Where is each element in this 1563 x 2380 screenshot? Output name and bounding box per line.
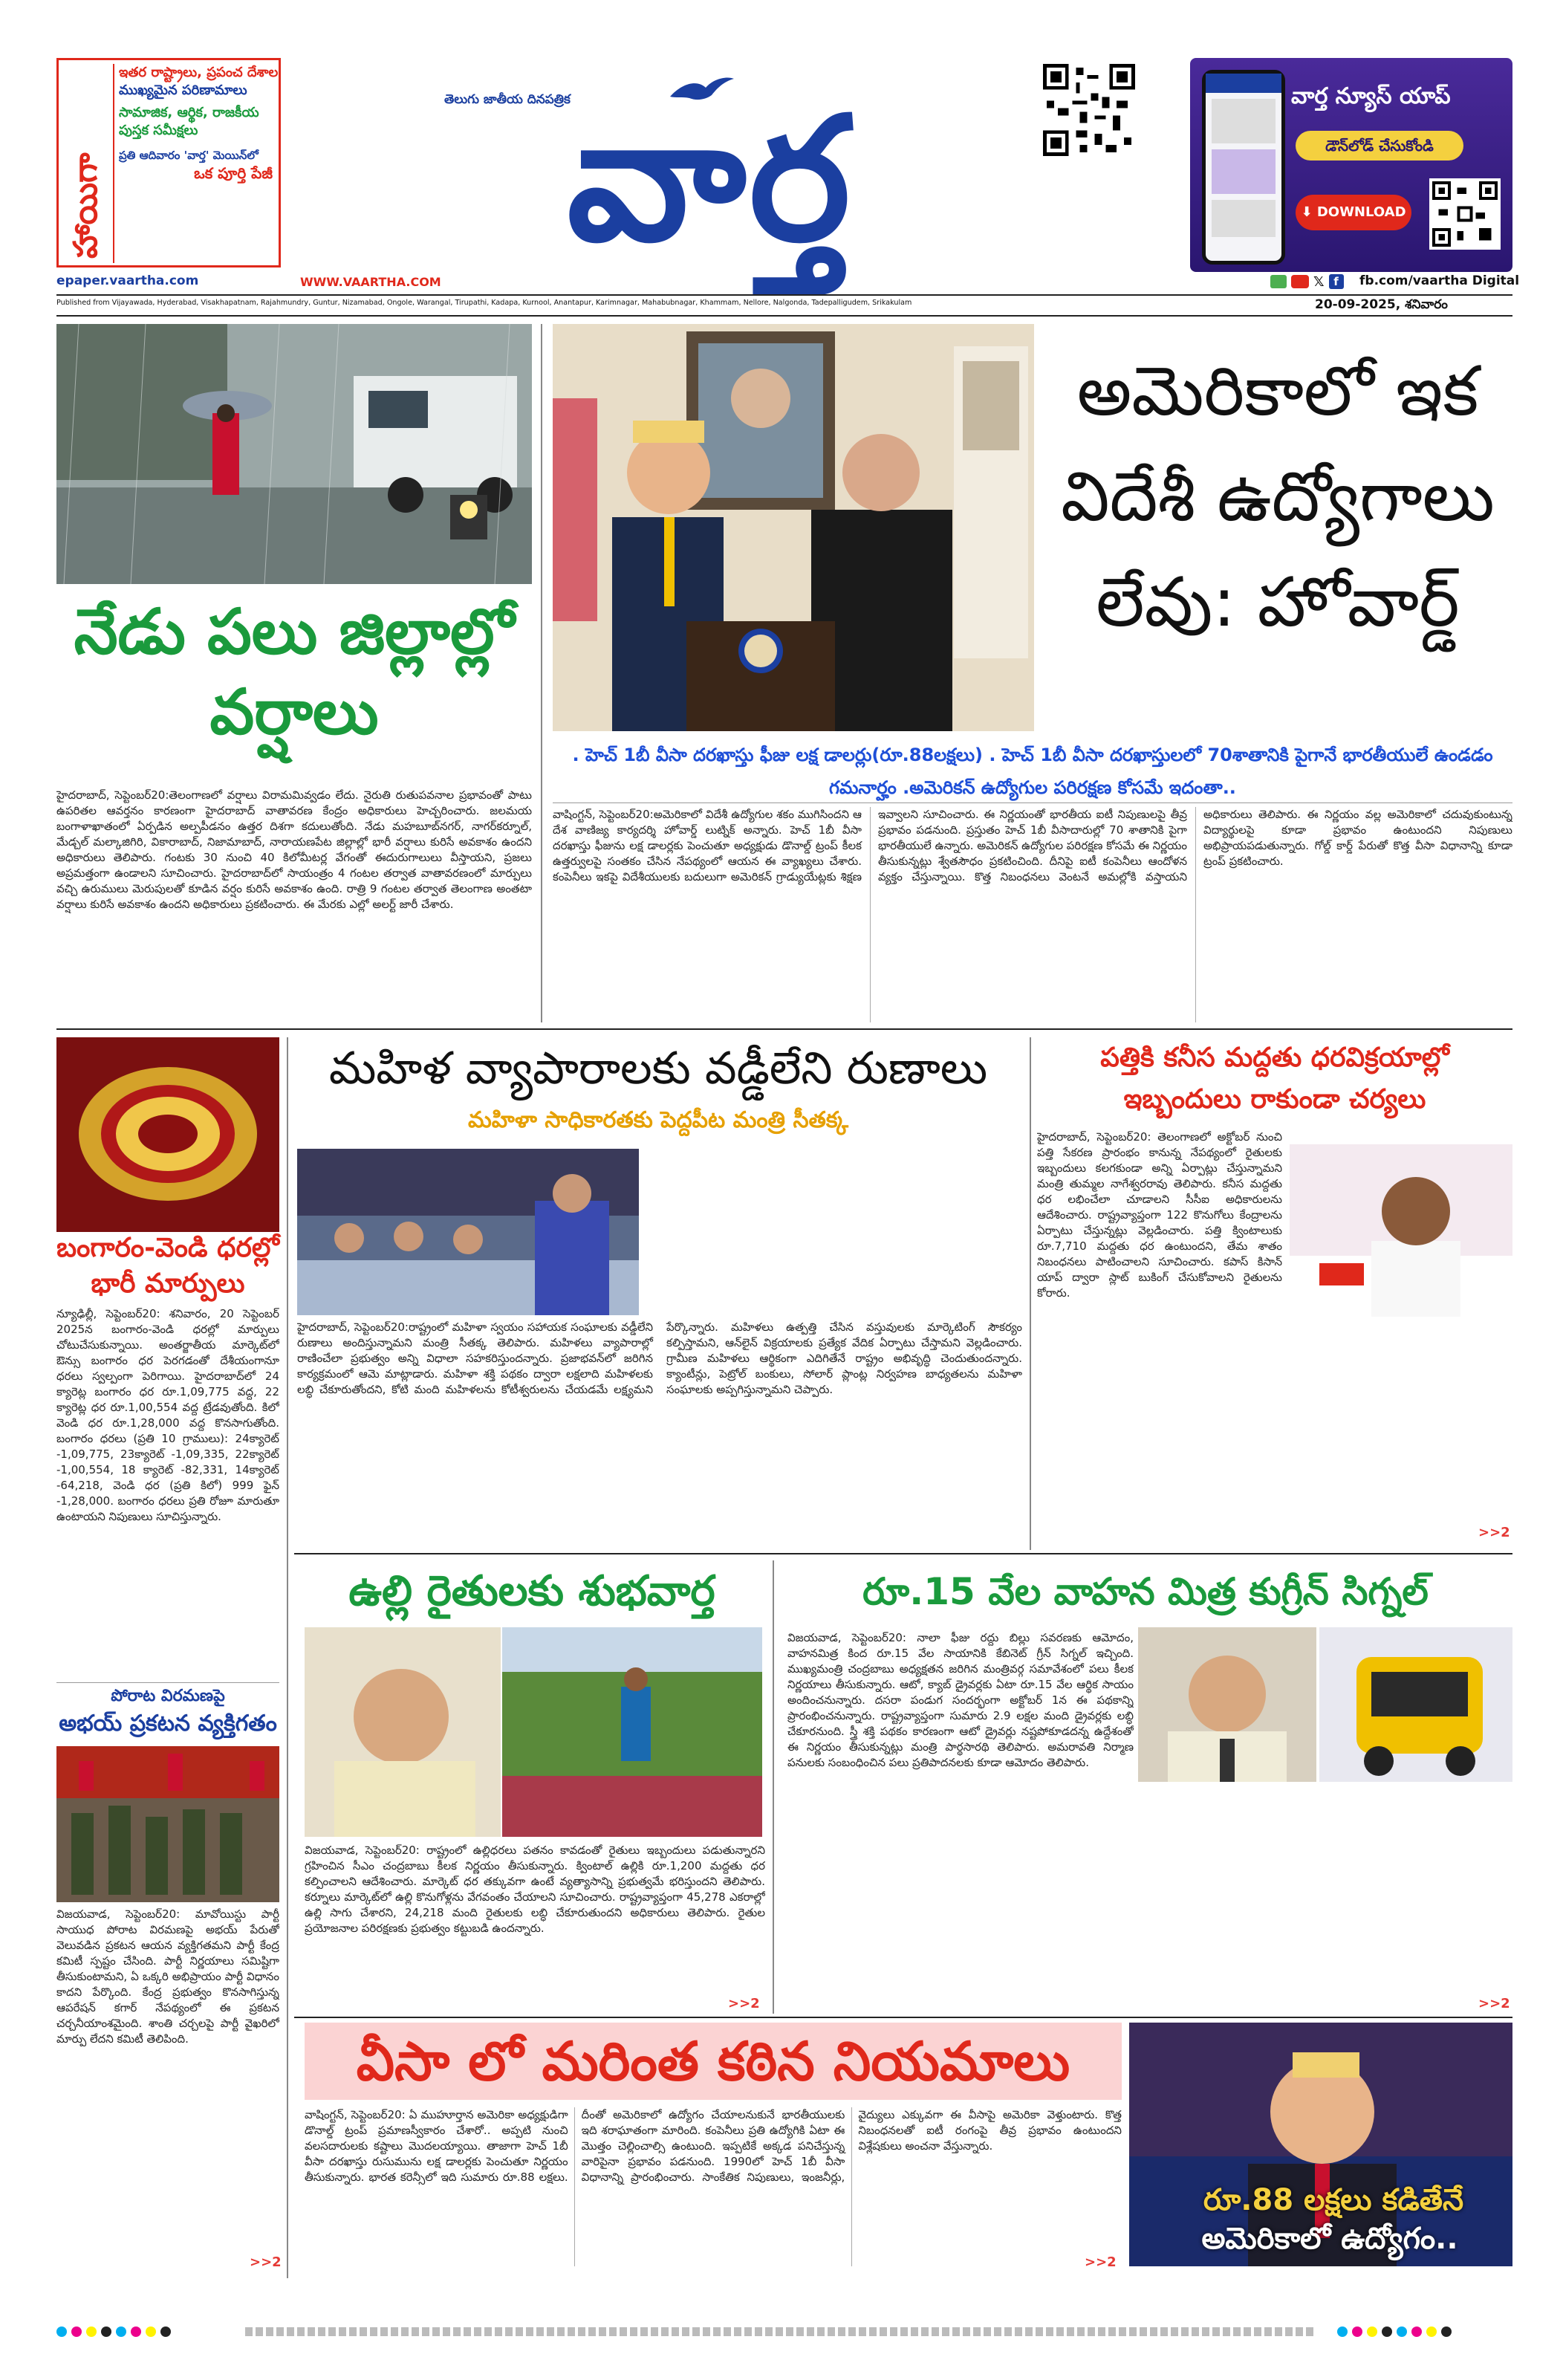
auto-more-marker[interactable]: >>2 (1478, 1996, 1510, 2011)
women-loans-headline: మహిళ వ్యాపారాలకు వడ్డీలేని రుణాలు (328, 1043, 988, 1095)
print-registration-bar-right (1337, 2326, 1456, 2340)
rain-body: హైదరాబాద్, సెప్టెంబర్20:తెలంగాణలో వర్షాలు విరామమివ్వడం లేదు. నైరుతి రుతుపవనాల ప్రభావంతో పాటు ఉపరితల ఆవర్తనం కారణంగా హైదరాబాద్ వాతావరణ కేంద్రం అధికారులు హెచ్చరించారు. జలమయ బంగాళాఖాతంలో ఏర్పడిన అల్పపీడనం ఉత్తర దిశగా కదులుతోంది. నేడు మహబూబ్‌నగర్, నాగర్‌కర్నూల్, మేడ్చల్ మల్కాజిగిరి, వికారాబాద్, నిజామాబాద్, నారాయణపేట జిల్లాల్లో భారీ వర్షాలు కురిసే అవకాశం ఉందని అధికారులు తెలిపారు. గంటకు 30 నుంచి 40 కిలోమీటర్ల వేగంతో ఈదురుగాలులు వీస్తాయని, ప్రజలు అప్రమత్తంగా ఉండాలని సూచించారు. హైదరాబాద్‌లో సాయంత్రం 4 గంటల తర్వాత వాతావరణంలో మార్పులు వచ్చి ఉరుములు మెరుపులతో కూడిన వర్షం కురిసే అవకాశం ఉంది. రాత్రి 9 గంటల తర్వాత తెలంగాణ అంతటా వర్షాలు కురిసే అవకాశం ఉందని అధికారులు ప్రకటించారు. ఈ మేరకు ఎల్లో అలర్ట్ జారీ చేశారు. (56, 788, 532, 911)
visa-photo-caption-1: రూ.88 లక్షలు కడితేనే (1203, 2183, 1464, 2217)
women-loans-photo (297, 1149, 639, 1315)
app-download-label: డౌన్‌లోడ్ చేసుకోండి (1296, 131, 1463, 160)
qr-code[interactable] (1043, 64, 1135, 156)
x-twitter-icon[interactable]: 𝕏 (1313, 273, 1325, 290)
maoist-more-marker[interactable]: >>2 (250, 2254, 282, 2270)
site-url[interactable]: WWW.VAARTHA.COM (300, 275, 441, 289)
gold-headline: బంగారం-వెండి ధరల్లో భారీ మార్పులు (56, 1233, 279, 1299)
women-loans-subhead: మహిళా సాధికారతకు పెద్దపీట మంత్రి సీతక్క (467, 1107, 849, 1133)
cotton-body: హైదరాబాద్, సెప్టెంబర్20: తెలంగాణలో అక్టోబర్ నుంచి పత్తి సేకరణ ప్రారంభం కానున్న నేపథ్యంలో రైతులకు ఇబ్బందులు కలగకుండా అన్ని ఏర్పాట్లు చేస్తున్నామని మంత్రి తుమ్మల నాగేశ్వరరావు తెలిపారు. కనీస మద్దతు ధర లభించేలా చూడాలని సీసీఐ అధికారులను ఆదేశించారు. రాష్ట్రవ్యాప్తంగా 122 కొనుగోలు కేంద్రాలను ఏర్పాటు చేస్తున్నట్లు వెల్లడించారు. పత్తి క్వింటాలుకు రూ.7,710 మద్దతు ధర ఉంటుందని, తేమ శాతం నిబంధనలు పాటించాలని సూచించారు. కపాస్ కిసాన్ యాప్ ద్వారా స్లాట్ బుకింగ్ చేసుకోవాలని రైతులను కోరారు. (1037, 1130, 1282, 1300)
women-loans-body: హైదరాబాద్, సెప్టెంబర్20:రాష్ట్రంలో మహిళా స్వయం సహాయక సంఘాలకు వడ్డీలేని రుణాలు అందిస్తున్నామని మంత్రి సీతక్క తెలిపారు. మహిళలు వ్యాపారాల్లో రాణించేలా ప్రభుత్వం అన్ని విధాలా సహకరిస్తుందన్నారు. ప్రజాభవన్‌లో జరిగిన కార్యక్రమంలో ఆమె మాట్లాడారు. మహిళా శక్తి పథకం ద్వారా లక్షలాది మహిళలకు లబ్ధి చేకూరుతోందని, కోటి మంది మహిళలను కోటీశ్వరులను చేయడమే లక్ష్యమని పేర్కొన్నారు. మహిళలు ఉత్పత్తి చేసిన వస్తువులకు మార్కెటింగ్ సౌకర్యం కల్పిస్తామని, ఆన్‌లైన్ విక్రయాలకు ప్రత్యేక వేదిక ఏర్పాటు చేస్తామని వెల్లడించారు. గ్రామీణ మహిళలు ఆర్థికంగా ఎదిగితేనే రాష్ట్రం అభివృద్ధి చెందుతుందన్నారు. క్యాంటీన్లు, పెట్రోల్ బంకులు, సోలార్ ప్లాంట్ల నిర్వహణ బాధ్యతలను మహిళా సంఘాలకు అప్పగిస్తున్నామని చెప్పారు. (297, 1320, 1022, 1396)
visa-body: వాషింగ్టన్, సెప్టెంబర్20: ఏ ముహూర్తాన అమెరికా అధ్యక్షుడిగా డొనాల్డ్ ట్రంప్ ప్రమాణస్వీకారం చేశారో.. అప్పటి నుంచి వలసదారులకు కష్టాలు మొదలయ్యాయి. తాజాగా హెచ్ 1బీ వీసా దరఖాస్తు రుసుమును లక్ష డాలర్లకు పెంచుతూ నిర్ణయం తీసుకున్నారు. భారత కరెన్సీలో ఇది సుమారు రూ.88 లక్షలు. దీంతో అమెరికాలో ఉద్యోగం చేయాలనుకునే భారతీయులకు ఇది శరాఘాతంగా మారింది. కంపెనీలు ప్రతి ఉద్యోగికి ఏటా ఈ మొత్తం చెల్లించాల్సి ఉంటుంది. ఇప్పటికే అక్కడ పనిచేస్తున్న వారిపైనా ప్రభావం పడనుంది. 1990లో హెచ్ 1బీ వీసా విధానాన్ని ప్రారంభించారు. సాంకేతిక నిపుణులు, ఇంజనీర్లు, వైద్యులు ఎక్కువగా ఈ వీసాపై అమెరికా వెళ్తుంటారు. కొత్త నిబంధనలతో ఐటీ రంగంపై తీవ్ర ప్రభావం ఉంటుందని విశ్లేషకులు అంచనా వేస్తున్నారు. (305, 2108, 1122, 2184)
rain-headline: నేడు పలు జిల్లాల్లో వర్షాలు (74, 595, 515, 748)
social-handle[interactable]: fb.com/vaartha Digital (1359, 273, 1520, 288)
download-button[interactable] (1296, 195, 1411, 230)
download-button-label: DOWNLOAD (1316, 204, 1406, 220)
auto-headline: రూ.15 వేల వాహన మిత్ర కుగ్రీన్ సిగ్నల్ (862, 1570, 1429, 1613)
maoist-kicker: పోరాట విరమణపై (111, 1687, 225, 1705)
epaper-url[interactable]: epaper.vaartha.com (56, 273, 199, 288)
tagline: తెలుగు జాతీయ దినపత్రిక (444, 92, 571, 107)
youtube-icon[interactable] (1291, 275, 1309, 288)
published-from: Published from Vijayawada, Hyderabad, Visakhapatnam, Rajahmundry, Guntur, Nizamabad, Ongole, Warangal, Tirupathi, Kadapa, Kurnool, Anantapur, Karimnagar, Mahabubnagar, Khammam, Nellore, Nalgonda, Tadepalligudem, Srikakulam (56, 299, 912, 307)
app-title: వార్త న్యూస్ యాప్ (1291, 83, 1451, 109)
lead-body: వాషింగ్టన్, సెప్టెంబర్20:అమెరికాలో విదేశీ ఉద్యోగుల శకం ముగిసిందని ఆ దేశ వాణిజ్య కార్యదర్శి హోవార్డ్ లుట్నిక్ అన్నారు. హెచ్ 1బీ వీసా దరఖాస్తు ఫీజును లక్ష డాలర్లకు పెంచుతూ అధ్యక్షుడు డొనాల్డ్ ట్రంప్ కీలక ఉత్తర్వులపై సంతకం చేసిన నేపథ్యంలో ఆయన ఈ వ్యాఖ్యలు చేశారు. కంపెనీలు ఇకపై విదేశీయులకు బదులుగా అమెరికన్ గ్రాడ్యుయేట్లకు శిక్షణ ఇవ్వాలని సూచించారు. ఈ నిర్ణయంతో భారతీయ ఐటీ నిపుణులపై తీవ్ర ప్రభావం పడనుంది. ప్రస్తుతం హెచ్ 1బీ వీసాదారుల్లో 70 శాతానికి పైగా భారతీయులే ఉన్నారు. అమెరికన్ ఉద్యోగుల పరిరక్షణ కోసమే ఈ నిర్ణయం తీసుకున్నట్లు శ్వేతసౌధం ప్రకటించింది. దీనిపై ఐటీ కంపెనీలు ఆందోళన వ్యక్తం చేస్తున్నాయి. కొత్త నిబంధనలు వెంటనే అమల్లోకి వస్తాయని అధికారులు తెలిపారు. ఈ నిర్ణయం వల్ల అమెరికాలో చదువుకుంటున్న విద్యార్థులపై కూడా ప్రభావం ఉంటుందని నిపుణులు అభిప్రాయపడుతున్నారు. గోల్డ్ కార్డ్ పేరుతో కొత్త వీసా విధానాన్ని కూడా ట్రంప్ ప్రకటించారు. (553, 808, 1512, 883)
promo-line-6: ఒక పూర్తి పేజీ (194, 164, 273, 182)
auto-body-continued (1138, 1786, 1512, 1999)
auto-photo-cm (1138, 1627, 1316, 1782)
promo-line-5: ప్రతి ఆదివారం 'వార్త' మెయిన్‌లో (119, 149, 259, 162)
phone-mockup (1202, 70, 1285, 265)
social-icons[interactable] (1270, 273, 1344, 290)
app-qr-code[interactable] (1429, 178, 1501, 250)
issue-date: 20-09-2025, శనివారం (1315, 297, 1448, 312)
cotton-more-marker[interactable]: >>2 (1478, 1525, 1510, 1540)
lead-headline: అమెరికాలో ఇక విదేశీ ఉద్యోగాలు లేవు: హోవార్డ్ (1061, 351, 1495, 642)
promo-line-2: ముఖ్యమైన పరిణామాలు (119, 82, 247, 98)
promo-brand-text: హాయిగా (67, 152, 105, 259)
masthead-logo: వార్త (567, 81, 854, 279)
print-grey-strip (245, 2327, 1315, 2336)
cotton-photo (1290, 1144, 1512, 1317)
auto-rickshaw-photo (1319, 1627, 1512, 1782)
auto-body: విజయవాడ, సెప్టెంబర్20: నాలా ఫీజు రద్దు బిల్లు సవరణకు ఆమోదం, వాహనమిత్ర కింద రూ.15 వేల సాయానికి కేబినెట్ గ్రీన్ సిగ్నల్ ఇచ్చింది. ముఖ్యమంత్రి చంద్రబాబు అధ్యక్షతన జరిగిన మంత్రివర్గ సమావేశంలో పలు కీలక నిర్ణయాలు తీసుకున్నారు. ఆటో, క్యాబ్ డ్రైవర్లకు ఏటా రూ.15 వేల ఆర్థిక సాయం అందించనున్నారు. దసరా పండుగ సందర్భంగా అక్టోబర్ 1న ఈ పథకాన్ని ప్రారంభించనున్నారు. రాష్ట్రవ్యాప్తంగా సుమారు 2.9 లక్షల మంది డ్రైవర్లకు లబ్ధి చేకూరనుంది. స్త్రీ శక్తి పథకం కారణంగా ఆటో డ్రైవర్లు నష్టపోకూడదన్న ఉద్దేశంతో ఈ నిర్ణయం తీసుకున్నట్లు మంత్రి పార్థసారథి తెలిపారు. అమరావతి నిర్మాణ పనులకు సంబంధించిన పలు ప్రతిపాదనలకు కూడా ఆమోదం తెలిపారు. (787, 1631, 1134, 1769)
gold-photo (56, 1037, 279, 1232)
download-icon: ⬇ (1301, 204, 1317, 220)
facebook-icon[interactable]: f (1329, 274, 1344, 289)
promo-brand-logo (62, 64, 114, 263)
cotton-headline: పత్తికి కనీస మద్దతు ధరవిక్రయాల్లో ఇబ్బందులు రాకుండా చర్యలు (1100, 1043, 1449, 1115)
print-registration-bar-left (56, 2326, 175, 2340)
google-play-icon[interactable] (1270, 275, 1287, 288)
visa-photo-caption-2: అమెరికాలో ఉద్యోగం.. (1201, 2222, 1458, 2256)
promo-line-1: ఇతర రాష్ట్రాలు, ప్రపంచ దేశాల (119, 65, 279, 80)
promo-line-3: సామాజిక, ఆర్థిక, రాజకీయ (119, 105, 259, 120)
onion-headline: ఉల్లి రైతులకు శుభవార్త (348, 1567, 715, 1615)
lead-photo (553, 324, 1034, 731)
promo-line-4: పుస్తక సమీక్షలు (119, 123, 198, 138)
visa-more-marker[interactable]: >>2 (1085, 2254, 1117, 2270)
onion-photo-cm (305, 1627, 501, 1837)
lead-deck: . హెచ్ 1బీ వీసా దరఖాస్తు ఫీజు లక్ష డాలర్లు(రూ.88లక్షలు) . హెచ్ 1బీ వీసా దరఖాస్తులలో 70శాతానికి పైగానే భారతీయులే ఉండడం గమనార్హం .అమెరికన్ ఉద్యోగుల పరిరక్షణ కోసమే ఇదంతా.. (572, 745, 1493, 798)
onion-body: విజయవాడ, సెప్టెంబర్20: రాష్ట్రంలో ఉల్లిధరలు పతనం కావడంతో రైతులు ఇబ్బందులు పడుతున్నారని గ్రహించిన సీఎం చంద్రబాబు కీలక నిర్ణయం తీసుకున్నారు. క్వింటాల్ ఉల్లికి రూ.1,200 మద్దతు ధర కల్పించాలని ఆదేశించారు. మార్కెట్ ధర తక్కువగా ఉంటే వ్యత్యాసాన్ని ప్రభుత్వమే భరిస్తుందని తెలిపారు. కర్నూలు మార్కెట్‌లో ఉల్లి కొనుగోళ్లను వేగవంతం చేయాలని సూచించారు. రాష్ట్రవ్యాప్తంగా 45,278 ఎకరాల్లో ఉల్లి సాగు చేశారని, 24,218 మంది రైతులకు లబ్ధి చేకూరుతుందని అధికారులు తెలిపారు. రైతుల ప్రయోజనాల పరిరక్షణకు ప్రభుత్వం కట్టుబడి ఉందన్నారు. (305, 1844, 765, 1935)
maoist-photo (56, 1746, 279, 1902)
onion-photo-farm (502, 1627, 762, 1837)
onion-more-marker[interactable]: >>2 (728, 1996, 760, 2011)
visa-headline: వీసా లో మరింత కఠిన నియమాలు (305, 2023, 1122, 2100)
maoist-body: విజయవాడ, సెప్టెంబర్20: మావోయిస్టు పార్టీ సాయుధ పోరాట విరమణపై అభయ్ పేరుతో వెలువడిన ప్రకటన ఆయన వ్యక్తిగతమని పార్టీ కేంద్ర కమిటీ స్పష్టం చేసింది. పార్టీ నిర్ణయాలు సమిష్టిగా తీసుకుంటామని, ఏ ఒక్కరి అభిప్రాయం పార్టీ విధానం కాదని పేర్కొంది. కేంద్ర ప్రభుత్వం కొనసాగిస్తున్న ఆపరేషన్ కగార్ నేపథ్యంలో ఈ ప్రకటన చర్చనీయాంశమైంది. శాంతి చర్చలపై పార్టీ వైఖరిలో మార్పు లేదని కమిటీ తెలిపింది. (56, 1907, 279, 2046)
maoist-headline: అభయ్ ప్రకటన వ్యక్తిగతం (59, 1711, 277, 1737)
rain-photo (56, 324, 532, 584)
gold-body: న్యూఢిల్లీ, సెప్టెంబర్20: శనివారం, 20 సెప్టెంబర్ 2025న బంగారం-వెండి ధరల్లో మార్పులు చోటుచేసుకున్నాయి. అంతర్జాతీయ మార్కెట్‌లో ఔన్సు బంగారం ధర పెరగడంతో దేశీయంగానూ ధరలు స్వల్పంగా పెరిగాయి. హైదరాబాద్‌లో 24 క్యారెట్ల బంగారం ధర రూ.1,09,775 వద్ద, 22 క్యారెట్ల ధర రూ.1,00,554 వద్ద ట్రేడవుతోంది. కిలో వెండి ధర రూ.1,28,000 వద్ద కొనసాగుతోంది. బంగారం ధరలు (ప్రతి 10 గ్రాములు): 24క్యారెట్ -1,09,775, 23క్యారెట్ -1,09,335, 22క్యారెట్ -1,00,554, 18 క్యారెట్ -82,331, 14క్యారెట్ -64,218, వెండి ధర (ప్రతి కిలో) 999 ఫైన్ -1,28,000. బంగారం ధరలు ప్రతి రోజూ మారుతూ ఉంటాయని నిపుణులు సూచిస్తున్నారు. (56, 1307, 279, 1523)
